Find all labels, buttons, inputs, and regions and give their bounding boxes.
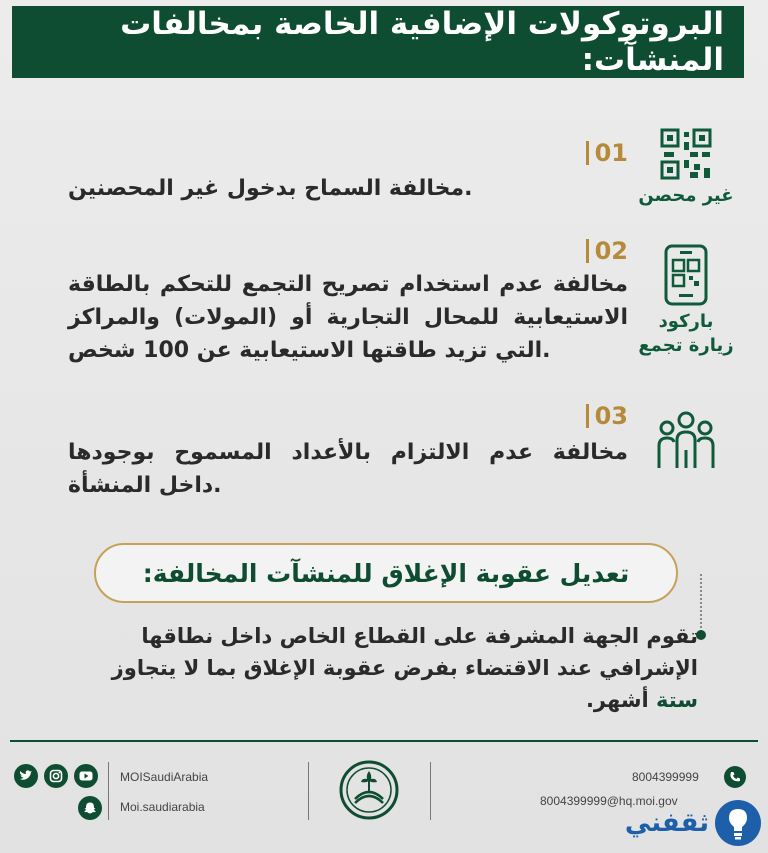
- phone-barcode-icon: [663, 244, 709, 306]
- phone-number[interactable]: 8004399999: [632, 770, 699, 784]
- item-text-02: مخالفة عدم استخدام تصريح التجمع للتحكم بالطاقة الاستيعابية للمحال التجارية أو (المولات) والمراكز التي تزيد طاقتها الاستيعابية عن 100 شخص.: [68, 272, 628, 363]
- item-text-03: مخالفة عدم الالتزام بالأعداد المسموح بوجودها داخل المنشأة.: [68, 440, 628, 498]
- people-group-icon: [655, 410, 717, 470]
- footer-divider: [10, 740, 758, 742]
- page-title: البروتوكولات الإضافية الخاصة بمخالفات المنشآت:: [12, 6, 744, 78]
- item-text-01: مخالفة السماح بدخول غير المحصنين.: [68, 176, 473, 201]
- snapchat-handle[interactable]: Moi.saudiarabia: [120, 800, 205, 814]
- watermark-logo: [575, 800, 765, 850]
- social-icons: [14, 764, 98, 788]
- closure-highlight: ستة: [656, 688, 698, 712]
- number-bar: [586, 404, 589, 428]
- instagram-icon[interactable]: [44, 764, 68, 788]
- icon-block-02: [634, 244, 738, 358]
- qr-code-icon: [660, 128, 712, 180]
- closure-text: تقوم الجهة المشرفة على القطاع الخاص داخل نطاقها الإشرافي عند الاقتضاء بفرض عقوبة الإغلاق بما لا يتجاوز ستة أشهر.: [111, 624, 698, 712]
- item-number-02: 02: [586, 237, 628, 265]
- phone-icon: [724, 766, 746, 788]
- lightbulb-icon: [715, 800, 761, 846]
- icon-caption-02-line1: باركود: [658, 311, 714, 332]
- footer-separator-left: [108, 762, 109, 820]
- icon-caption-01: غير محصن: [638, 185, 734, 206]
- watermark-text: ثقفني: [624, 808, 709, 838]
- twitter-icon[interactable]: [14, 764, 38, 788]
- footer-separator-mid-right: [430, 762, 431, 820]
- number-bar: [586, 239, 589, 263]
- icon-block-03: [634, 410, 738, 474]
- email-address[interactable]: 8004399999@hq.moi.gov: [540, 794, 678, 808]
- icon-caption-02-line2: زيارة تجمع: [638, 335, 734, 356]
- twitter-handle[interactable]: MOISaudiArabia: [120, 770, 209, 784]
- ministry-emblem-icon: [336, 759, 402, 821]
- icon-block-01: [634, 128, 738, 208]
- dotted-connector: [700, 574, 704, 632]
- closure-title-pill: تعديل عقوبة الإغلاق للمنشآت المخالفة:: [94, 543, 678, 603]
- item-number-01: 01: [586, 139, 628, 167]
- snapchat-icon[interactable]: [78, 796, 102, 820]
- footer-separator-mid-left: [308, 762, 309, 820]
- number-bar: [586, 141, 589, 165]
- youtube-icon[interactable]: [74, 764, 98, 788]
- item-number-03: 03: [586, 402, 628, 430]
